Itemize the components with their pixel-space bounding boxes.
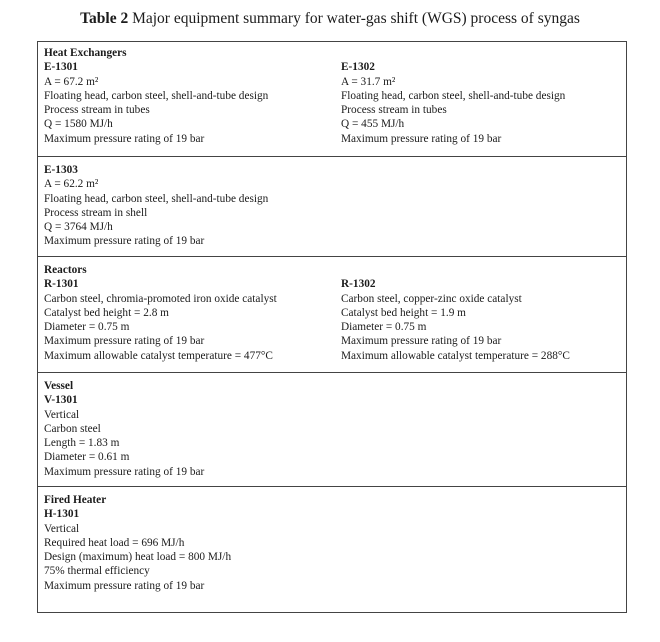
table-label: Table 2 (80, 10, 129, 27)
spec-line: Vertical (44, 522, 80, 535)
section-title: Heat Exchangers (44, 47, 127, 59)
spec-line: Design (maximum) heat load = 800 MJ/h (44, 551, 232, 564)
spec-line: Process stream in tubes (341, 104, 447, 117)
spec-line: Carbon steel, copper-zinc oxide catalyst (341, 292, 522, 305)
section-reactors (38, 256, 626, 372)
equipment-tag: E-1302 (341, 61, 375, 74)
equipment-tag: E-1303 (44, 164, 78, 176)
spec-line: Floating head, carbon steel, shell-and-tube design (44, 192, 269, 205)
spec-line: Catalyst bed height = 2.8 m (44, 306, 169, 319)
section-title: Reactors (44, 264, 87, 276)
vessel-v1301 (44, 379, 204, 479)
spec-line: Length = 1.83 m (44, 437, 120, 450)
spec-line: Maximum pressure rating of 19 bar (44, 579, 205, 592)
spec-line: Maximum allowable catalyst temperature = 288°C (341, 349, 570, 362)
equipment-tag: E-1301 (44, 61, 78, 74)
spec-line: Maximum pressure rating of 19 bar (44, 465, 205, 478)
spec-line: Required heat load = 696 MJ/h (44, 536, 185, 549)
section-fired-heater (38, 486, 626, 612)
spec-line: A = 31.7 m² (341, 75, 396, 88)
section-title: Fired Heater (44, 494, 107, 506)
equipment-tag: R-1302 (341, 278, 376, 291)
table-caption-text: Major equipment summary for water-gas shift (WGS) process of syngas (128, 10, 580, 27)
spec-line: Floating head, carbon steel, shell-and-tube design (44, 89, 269, 102)
equipment-tag: R-1301 (44, 278, 79, 291)
equipment-tag: H-1301 (44, 508, 80, 521)
spec-line: Maximum pressure rating of 19 bar (44, 335, 205, 348)
reactor-r1302 (341, 277, 570, 363)
spec-line: Maximum pressure rating of 19 bar (44, 132, 205, 145)
spec-line: Process stream in tubes (44, 104, 150, 117)
spec-line: Maximum pressure rating of 19 bar (341, 335, 502, 348)
section-vessel (38, 372, 626, 486)
section-heat-exchanger-e1303 (38, 156, 626, 256)
fired-heater-h1301 (44, 493, 231, 593)
spec-line: A = 67.2 m² (44, 75, 99, 88)
spec-line: Diameter = 0.75 m (341, 321, 427, 334)
spec-line: Diameter = 0.61 m (44, 451, 130, 464)
spec-line: Q = 3764 MJ/h (44, 221, 113, 234)
heat-exchanger-e1302 (341, 60, 565, 146)
reactor-r1301 (44, 263, 277, 363)
spec-line: Floating head, carbon steel, shell-and-tube design (341, 89, 566, 102)
spec-line: 75% thermal efficiency (44, 565, 150, 578)
spec-line: Process stream in shell (44, 206, 148, 219)
heat-exchanger-e1301 (44, 46, 268, 146)
equipment-tag: V-1301 (44, 394, 78, 407)
spec-line: Maximum pressure rating of 19 bar (341, 132, 502, 145)
spec-line: Q = 455 MJ/h (341, 118, 405, 131)
spec-line: Q = 1580 MJ/h (44, 118, 113, 131)
heat-exchanger-e1303 (44, 163, 268, 249)
equipment-table (37, 41, 627, 613)
section-title: Vessel (44, 380, 74, 392)
section-heat-exchangers (38, 42, 626, 156)
table-caption (0, 10, 660, 28)
spec-line: Catalyst bed height = 1.9 m (341, 306, 466, 319)
spec-line: Maximum allowable catalyst temperature = 477°C (44, 349, 273, 362)
spec-line: A = 62.2 m² (44, 178, 99, 191)
spec-line: Carbon steel, chromia-promoted iron oxide catalyst (44, 292, 277, 305)
spec-line: Vertical (44, 408, 80, 421)
spec-line: Maximum pressure rating of 19 bar (44, 235, 205, 248)
spec-line: Diameter = 0.75 m (44, 321, 130, 334)
spec-line: Carbon steel (44, 422, 101, 435)
